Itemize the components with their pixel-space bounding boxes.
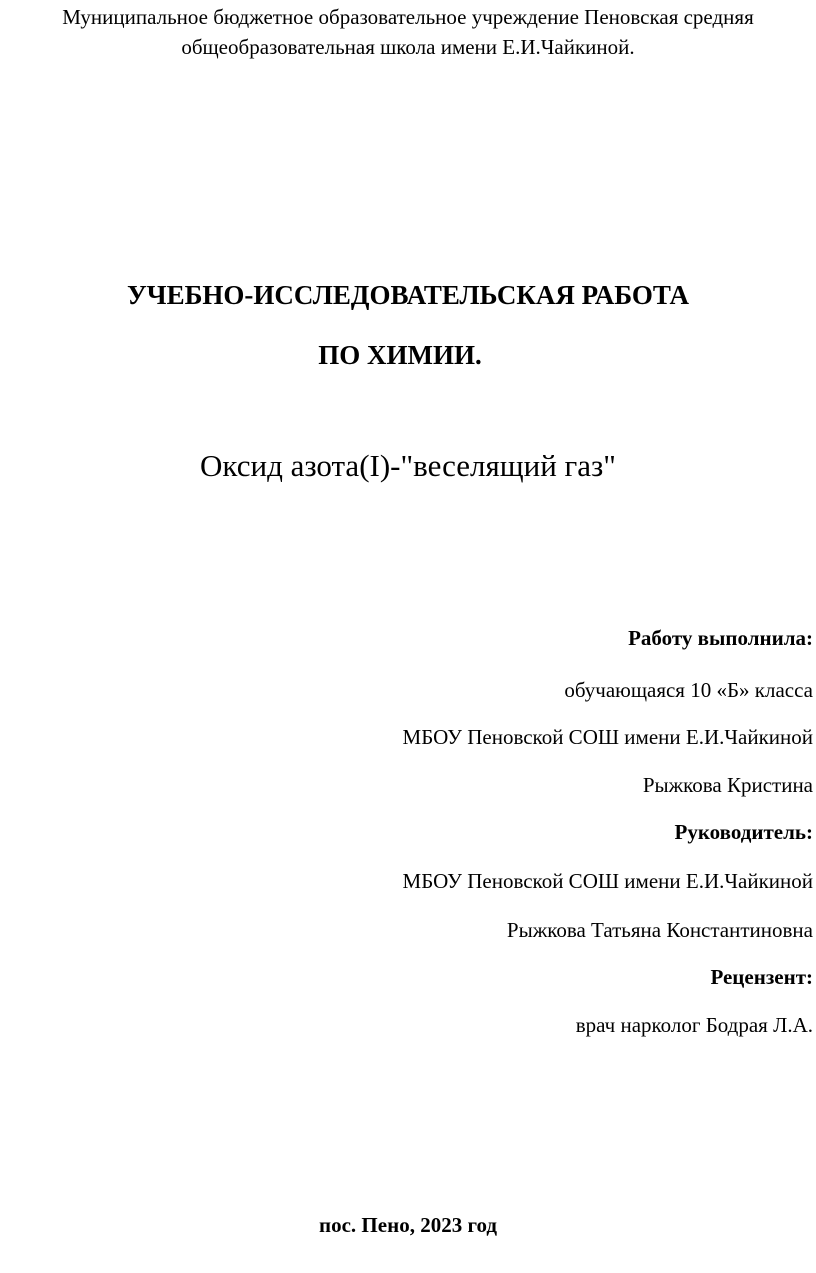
reviewer-name: врач нарколог Бодрая Л.А. bbox=[575, 1013, 813, 1037]
work-topic: Оксид азота(I)-"веселящий газ" bbox=[200, 448, 616, 483]
work-title-line1: УЧЕБНО-ИССЛЕДОВАТЕЛЬСКАЯ РАБОТА bbox=[126, 280, 690, 310]
supervisor-name: Рыжкова Татьяна Константиновна bbox=[506, 918, 813, 942]
author-label: Работу выполнила: bbox=[628, 626, 813, 650]
supervisor-label: Руководитель: bbox=[674, 820, 813, 844]
school-header-line2: общеобразовательная школа имени Е.И.Чайкиной. bbox=[181, 35, 635, 59]
author-name: Рыжкова Кристина bbox=[642, 773, 813, 797]
work-title-line2: ПО ХИМИИ. bbox=[318, 340, 482, 370]
school-header bbox=[0, 2, 816, 62]
supervisor-school: МБОУ Пеновской СОШ имени Е.И.Чайкиной bbox=[402, 869, 813, 893]
place-and-year: пос. Пено, 2023 год bbox=[319, 1213, 497, 1237]
reviewer-label: Рецензент: bbox=[710, 965, 813, 989]
author-school: МБОУ Пеновской СОШ имени Е.И.Чайкиной bbox=[402, 725, 813, 749]
school-header-line1: Муниципальное бюджетное образовательное учреждение Пеновская средняя bbox=[62, 5, 754, 29]
author-role: обучающаяся 10 «Б» класса bbox=[564, 678, 813, 702]
